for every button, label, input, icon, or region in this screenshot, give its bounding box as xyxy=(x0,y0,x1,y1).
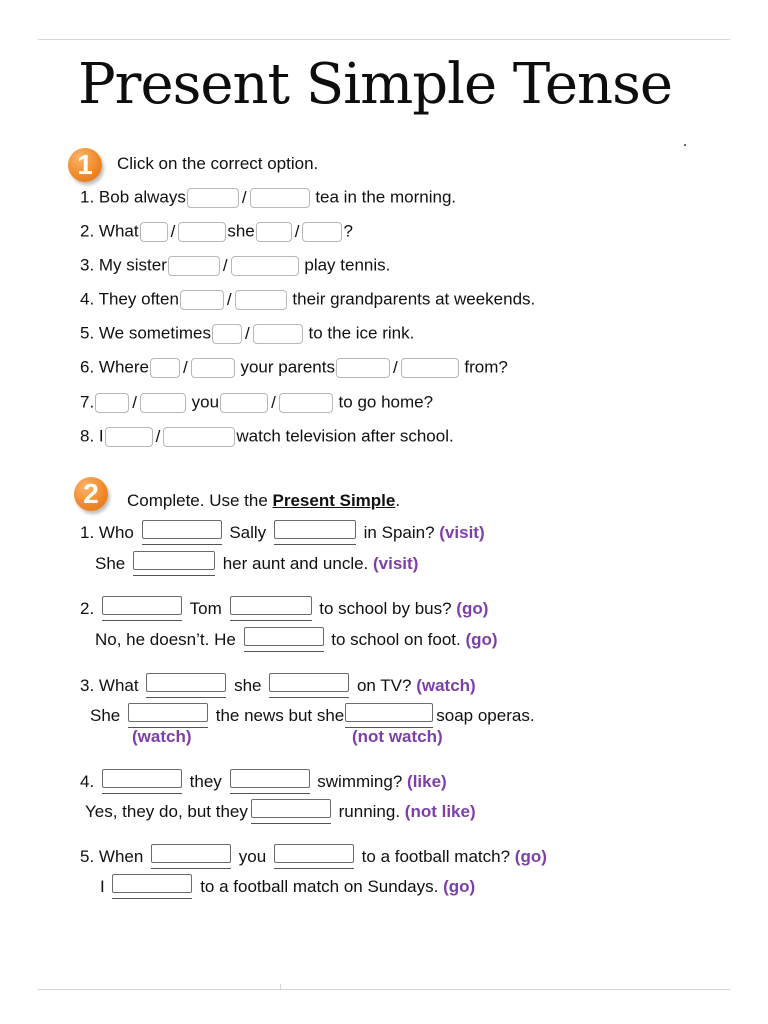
slash: / xyxy=(392,357,398,377)
answer-field[interactable] xyxy=(251,799,331,825)
answer-field[interactable] xyxy=(146,673,226,699)
item-text: running. xyxy=(338,802,401,821)
instruction-emphasis: Present Simple xyxy=(272,491,396,510)
slash: / xyxy=(132,392,137,412)
answer-field[interactable] xyxy=(142,520,222,546)
item-text: 3. My sister xyxy=(80,255,167,275)
answer-field[interactable] xyxy=(244,627,324,653)
item-text: 3. What xyxy=(80,676,139,695)
item-text: I xyxy=(100,877,105,896)
answer-field[interactable] xyxy=(112,874,192,900)
answer-field[interactable] xyxy=(269,673,349,699)
answer-field[interactable] xyxy=(230,769,310,795)
option-box[interactable] xyxy=(95,393,129,413)
exercise-2-answer-5 xyxy=(100,874,475,900)
answer-field[interactable] xyxy=(151,844,231,870)
exercise-2-question-4 xyxy=(80,769,447,795)
option-box[interactable] xyxy=(105,427,153,447)
verb-hint: (visit) xyxy=(373,554,419,573)
slash: / xyxy=(294,221,300,241)
page-tick-mark xyxy=(280,984,281,990)
item-text: She xyxy=(90,706,121,725)
item-text: She xyxy=(95,554,126,573)
option-box[interactable] xyxy=(302,222,342,242)
option-box[interactable] xyxy=(180,290,224,310)
item-text: your parents xyxy=(240,357,335,377)
item-text: 2. xyxy=(80,599,95,618)
exercise-2-question-5 xyxy=(80,844,547,870)
item-text: her aunt and uncle. xyxy=(222,554,369,573)
exercise-1-item-1 xyxy=(80,185,456,210)
item-text: 4. They often xyxy=(80,289,179,309)
verb-hint: (like) xyxy=(407,772,447,791)
verb-hint: (watch) xyxy=(416,676,476,695)
item-text: from? xyxy=(464,357,508,377)
item-text: she xyxy=(234,676,262,695)
item-text: they xyxy=(189,772,222,791)
item-text: 7. xyxy=(80,392,95,412)
verb-hint: (visit) xyxy=(439,523,485,542)
exercise-2-answer-3 xyxy=(90,703,535,729)
slash: / xyxy=(182,357,188,377)
item-text: 5. We sometimes xyxy=(80,323,212,343)
answer-field[interactable] xyxy=(128,703,208,729)
exercise-1-item-4 xyxy=(80,287,535,312)
slash: / xyxy=(226,289,232,309)
item-text: ? xyxy=(343,221,353,241)
option-box[interactable] xyxy=(212,324,242,344)
option-box[interactable] xyxy=(150,358,180,378)
answer-field[interactable] xyxy=(133,551,215,577)
item-text: Yes, they do, but they xyxy=(85,802,248,821)
item-text: to a football match? xyxy=(361,847,511,866)
option-box[interactable] xyxy=(140,222,168,242)
item-text: to a football match on Sundays. xyxy=(200,877,439,896)
answer-field[interactable] xyxy=(274,844,354,870)
verb-hint: (go) xyxy=(514,847,547,866)
verb-hint: (go) xyxy=(456,599,489,618)
item-text: 6. Where xyxy=(80,357,149,377)
item-text: to the ice rink. xyxy=(308,323,415,343)
exercise-1-item-8 xyxy=(80,424,454,449)
exercise-2-question-1 xyxy=(80,520,485,546)
item-text: swimming? xyxy=(317,772,403,791)
section-2-number-badge: 2 xyxy=(74,477,108,511)
item-text: in Spain? xyxy=(363,523,435,542)
section-1-number-badge: 1 xyxy=(68,148,102,182)
item-text: play tennis. xyxy=(304,255,391,275)
item-text: to school on foot. xyxy=(331,630,461,649)
item-text: you xyxy=(191,392,220,412)
item-text: watch television after school. xyxy=(236,426,454,446)
item-text: 2. What xyxy=(80,221,139,241)
option-box[interactable] xyxy=(231,256,299,276)
exercise-2-question-3 xyxy=(80,673,476,699)
item-text: Sally xyxy=(229,523,267,542)
exercise-2-answer-1 xyxy=(95,551,418,577)
bottom-divider xyxy=(38,989,730,990)
item-text: 5. When xyxy=(80,847,144,866)
item-text: 1. Who xyxy=(80,523,134,542)
option-box[interactable] xyxy=(401,358,459,378)
answer-field[interactable] xyxy=(102,596,182,622)
option-box[interactable] xyxy=(250,188,310,208)
exercise-1-item-5 xyxy=(80,321,414,346)
item-text: the news but she xyxy=(215,706,345,725)
page-title: Present Simple Tense xyxy=(78,52,673,117)
answer-field[interactable] xyxy=(230,596,312,622)
verb-hint: (not like) xyxy=(404,802,476,821)
exercise-2-answer-4 xyxy=(85,799,476,825)
slash: / xyxy=(241,187,247,207)
item-text: No, he doesn’t. He xyxy=(95,630,236,649)
item-text: 4. xyxy=(80,772,95,791)
slash: / xyxy=(155,426,161,446)
option-box[interactable] xyxy=(140,393,186,413)
exercise-1-item-6 xyxy=(80,355,508,380)
item-text: 1. Bob always xyxy=(80,187,186,207)
option-box[interactable] xyxy=(163,427,235,447)
item-text: tea in the morning. xyxy=(315,187,457,207)
option-box[interactable] xyxy=(253,324,303,344)
item-text: soap operas. xyxy=(436,706,535,725)
verb-hint: (go) xyxy=(465,630,498,649)
verb-hint: (watch) xyxy=(132,727,192,746)
option-box[interactable] xyxy=(187,188,239,208)
option-box[interactable] xyxy=(336,358,390,378)
item-text: Tom xyxy=(189,599,222,618)
verb-hint: (go) xyxy=(443,877,476,896)
answer-field[interactable] xyxy=(274,520,356,546)
item-text: she xyxy=(227,221,255,241)
option-box[interactable] xyxy=(168,256,220,276)
exercise-1-item-3 xyxy=(80,253,390,278)
option-box[interactable] xyxy=(220,393,268,413)
option-box[interactable] xyxy=(235,290,287,310)
answer-field[interactable] xyxy=(345,703,433,729)
exercise-2-question-2 xyxy=(80,596,488,622)
item-text: 8. I xyxy=(80,426,104,446)
exercise-2-answer-2 xyxy=(95,627,498,653)
item-text: their grandparents at weekends. xyxy=(292,289,536,309)
section-1-instruction: Click on the correct option. xyxy=(117,154,319,173)
instruction-text: Complete. Use the xyxy=(127,491,273,510)
exercise-1-item-2 xyxy=(80,219,353,244)
answer-field[interactable] xyxy=(102,769,182,795)
option-box[interactable] xyxy=(178,222,226,242)
item-text: on TV? xyxy=(356,676,412,695)
slash: / xyxy=(245,323,250,343)
instruction-text: . xyxy=(395,491,401,510)
item-text: to go home? xyxy=(338,392,434,412)
option-box[interactable] xyxy=(191,358,235,378)
option-box[interactable] xyxy=(279,393,333,413)
slash: / xyxy=(271,392,276,412)
item-text: to school by bus? xyxy=(319,599,452,618)
slash: / xyxy=(170,221,176,241)
option-box[interactable] xyxy=(256,222,292,242)
exercise-1-item-7 xyxy=(80,390,433,415)
slash: / xyxy=(222,255,228,275)
speck xyxy=(684,144,686,146)
section-2-instruction xyxy=(127,491,400,511)
verb-hint: (not watch) xyxy=(352,727,443,746)
item-text: you xyxy=(238,847,267,866)
top-divider xyxy=(38,39,730,40)
